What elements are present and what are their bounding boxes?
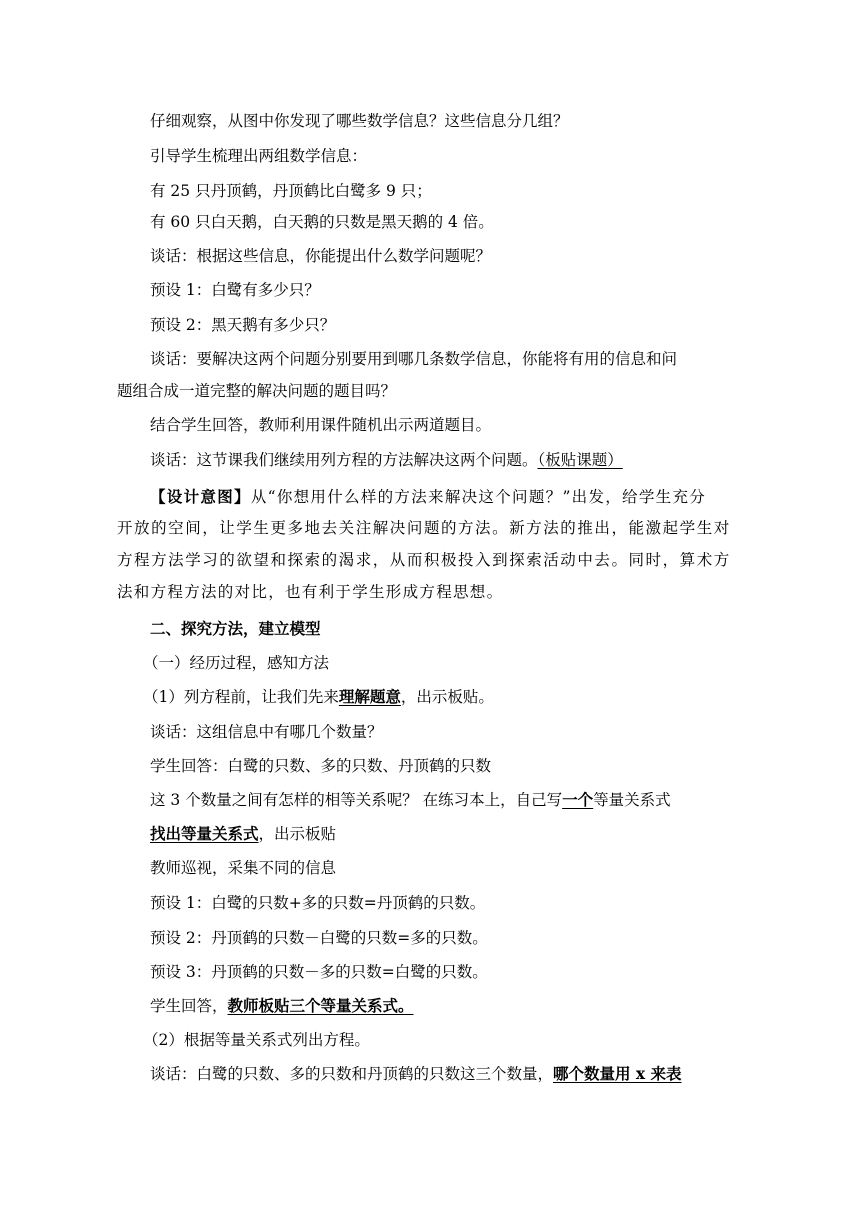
step-line: （2）根据等量关系式列出方程。 bbox=[143, 1031, 370, 1049]
text-line: 题组合成一道完整的解决问题的题目吗？ bbox=[117, 382, 397, 400]
design-line: 开放的空间，让学生更多地去关注解决问题的方法。新方法的推出，能激起学生对 bbox=[117, 519, 731, 537]
design-line: 法和方程方法的对比，也有利于学生形成方程思想。 bbox=[117, 583, 504, 601]
topic-underlined: （板贴课题） bbox=[537, 451, 623, 469]
text-line: 学生回答：白鹭的只数、多的只数、丹顶鹤的只数 bbox=[150, 757, 492, 775]
text-line: 谈话：要解决这两个问题分别要用到哪几条数学信息，你能将有用的信息和问 bbox=[150, 350, 678, 368]
topic-text: 谈话：这节课我们继续用列方程的方法解决这两个问题。 bbox=[150, 451, 538, 469]
step-emphasis: 理解题意 bbox=[338, 687, 401, 706]
step-text: （1）列方程前，让我们先来 bbox=[143, 688, 339, 706]
design-text: 从“你想用什么样的方法来解决这个问题？”出发，给学生充分 bbox=[250, 488, 707, 506]
text-line: 教师巡视，采集不同的信息 bbox=[150, 859, 337, 877]
last-emphasis: 哪个数量用 x 来表 bbox=[553, 1064, 682, 1083]
find-emphasis: 找出等量关系式 bbox=[150, 824, 259, 843]
last-text: 谈话：白鹭的只数、多的只数和丹顶鹤的只数这三个数量， bbox=[150, 1065, 554, 1083]
design-line: 方程方法学习的欲望和探索的渴求，从而积极投入到探索活动中去。同时，算术方 bbox=[117, 551, 731, 569]
topic-line bbox=[150, 449, 750, 471]
relation-text: 这 3 个数量之间有怎样的相等关系呢？ 在练习本上，自己写 bbox=[150, 791, 563, 809]
find-line bbox=[150, 823, 750, 845]
text-line: 预设 1：白鹭有多少只？ bbox=[150, 281, 320, 299]
text-line: 预设 2：丹顶鹤的只数－白鹭的只数=多的只数。 bbox=[150, 929, 488, 947]
text-line: 预设 1：白鹭的只数+多的只数=丹顶鹤的只数。 bbox=[150, 894, 486, 912]
subsection-heading: （一）经历过程，感知方法 bbox=[143, 654, 330, 672]
text-line: 仔细观察，从图中你发现了哪些数学信息？这些信息分几组？ bbox=[150, 112, 569, 130]
design-label: 【设计意图】 bbox=[150, 487, 251, 506]
find-text: ，出示板贴 bbox=[258, 825, 337, 843]
text-line: 谈话：根据这些信息，你能提出什么数学问题呢？ bbox=[150, 247, 492, 265]
text-line: 有 25 只丹顶鹤，丹顶鹤比白鹭多 9 只； bbox=[150, 182, 432, 200]
last-line bbox=[150, 1063, 750, 1085]
relation-text: 等量关系式 bbox=[593, 791, 671, 809]
text-line: 预设 3：丹顶鹤的只数－多的只数=白鹭的只数。 bbox=[150, 963, 488, 981]
text-line: 有 60 只白天鹅，白天鹅的只数是黑天鹅的 4 倍。 bbox=[150, 213, 494, 231]
answer-line bbox=[150, 995, 750, 1017]
text-line: 引导学生梳理出两组数学信息： bbox=[150, 147, 368, 165]
step-line bbox=[143, 686, 743, 708]
text-line: 谈话：这组信息中有哪几个数量？ bbox=[150, 723, 383, 741]
relation-emphasis: 一个 bbox=[562, 790, 594, 809]
answer-emphasis: 教师板贴三个等量关系式。 bbox=[227, 996, 414, 1015]
answer-text: 学生回答， bbox=[150, 997, 228, 1015]
section-heading: 二、探究方法，建立模型 bbox=[150, 619, 321, 638]
text-line: 结合学生回答，教师利用课件随机出示两道题目。 bbox=[150, 416, 492, 434]
step-text: ，出示板贴。 bbox=[400, 688, 494, 706]
design-line bbox=[150, 486, 750, 508]
relation-line bbox=[150, 789, 750, 811]
text-line: 预设 2：黑天鹅有多少只？ bbox=[150, 316, 336, 334]
